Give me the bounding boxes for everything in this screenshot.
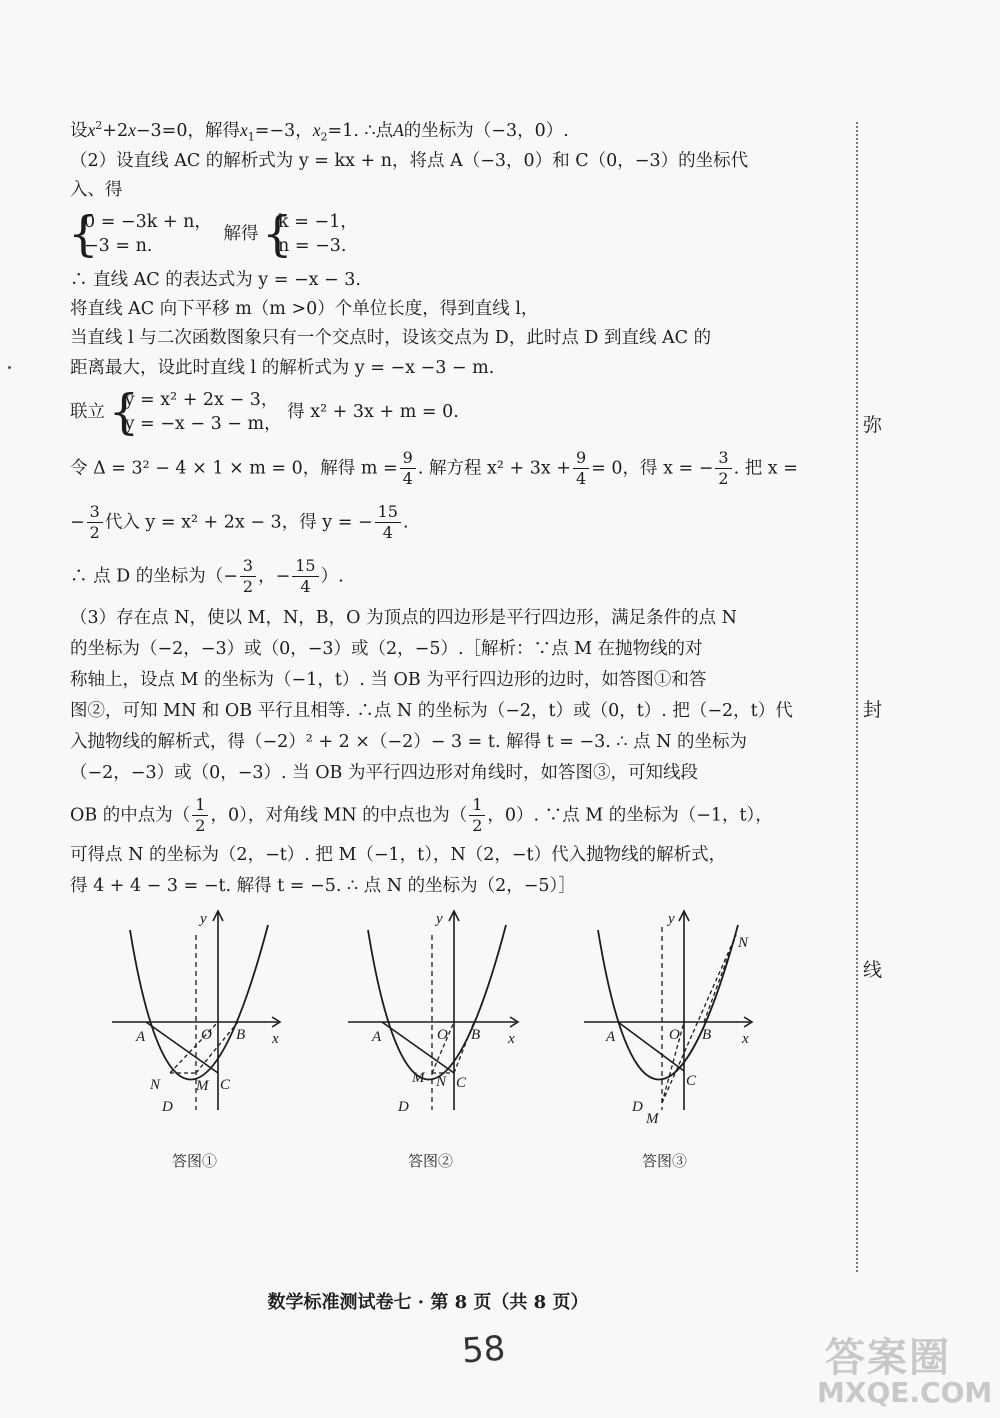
label-b: B	[471, 1027, 481, 1043]
watermark-brand: 答案圈	[825, 1335, 951, 1381]
label-a: A	[372, 1029, 382, 1045]
label-d: D	[162, 1099, 173, 1115]
text-line-18: （−2，−3）或（0，−3）. 当 OB 为平行四边形对角线时，如答图③，可知线段	[70, 763, 698, 783]
label-x: x	[742, 1031, 749, 1047]
label-a: A	[136, 1029, 146, 1045]
label-o: O	[669, 1027, 680, 1043]
handwritten-page-number: 58	[460, 1328, 507, 1372]
equation-system-2: 联立 { y = x² + 2x − 3， y = −x − 3 − m， 得 x² + 3x + m = 0.	[70, 388, 459, 436]
label-o: O	[201, 1027, 212, 1043]
text-line-13: （3）存在点 N，使以 M，N，B，O 为顶点的四边形是平行四边形，满足条件的点 N	[70, 608, 737, 628]
parabola	[598, 925, 738, 1080]
binding-label-xian: 线	[863, 959, 883, 981]
caption-figure-1: 答图①	[172, 1152, 218, 1170]
text-line-20: 可得点 N 的坐标为（2，−t）. 把 M（−1，t），N（2，−t）代入抛物线的解析式，	[70, 845, 727, 865]
answer-figure-3	[578, 905, 778, 1130]
answer-figure-1	[100, 905, 300, 1130]
text-line-5: ∴ 直线 AC 的表达式为 y = −x − 3.	[70, 270, 361, 290]
text-line-6: 将直线 AC 向下平移 m（m >0）个单位长度，得到直线 l，	[70, 299, 539, 319]
label-m: M	[196, 1078, 209, 1094]
binding-label-feng: 封	[863, 699, 883, 721]
caption-figure-3: 答图③	[642, 1152, 688, 1170]
text-line-1: 设$x^2+2x-3=0$，解得$x_1=-3$，$x_2=1$. ∴点A的坐标为（−3，0）.	[70, 119, 569, 144]
parabola	[368, 925, 506, 1080]
text-line-7: 当直线 l 与二次函数图象只有一个交点时，设该交点为 D，此时点 D 到直线 AC 的	[70, 328, 712, 348]
label-y: y	[436, 911, 443, 927]
text-line-15: 称轴上，设点 M 的坐标为（−1，t）. 当 OB 为平行四边形的边时，如答图①和答	[70, 670, 707, 690]
label-o: O	[437, 1027, 448, 1043]
label-n: N	[150, 1077, 161, 1093]
segment-bn	[704, 935, 736, 1022]
text-line-2: （2）设直线 AC 的解析式为 y = kx + n，将点 A（−3，0）和 C（0，−3）的坐标代	[70, 151, 749, 171]
equation-system-1: { 0 = −3k + n， −3 = n. 解得 { k = −1， n = −3.	[70, 210, 358, 258]
label-m: M	[412, 1070, 425, 1086]
label-d: D	[632, 1099, 643, 1115]
label-c: C	[220, 1077, 231, 1093]
label-y: y	[200, 911, 207, 927]
text-line-8: 距离最大，设此时直线 l 的解析式为 y = −x −3 − m.	[70, 358, 495, 378]
label-c: C	[456, 1075, 467, 1091]
text-line-10: 令 Δ = 3² − 4 × 1 × m = 0，解得 m = $\frac{9}{4}$ . 解方程 x² + 3x + $\frac{9}{4}$ = 0，得 x = − $\frac{3}{2}$ . 把 x =	[70, 448, 798, 488]
text-line-19: OB 的中点为（ $\frac{1}{2}$ ，0），对角线 MN 的中点也为（ $\frac{1}{2}$ ，0）. ∵点 M 的坐标为（−1，t），	[70, 795, 773, 835]
watermark-logo	[795, 1326, 993, 1414]
parabola	[130, 925, 268, 1080]
text-line-12: ∴ 点 D 的坐标为（− $\frac{3}{2}$ ，− $\frac{15}{4}$ ）.	[70, 556, 344, 596]
segment-mn	[662, 935, 736, 1103]
label-a: A	[606, 1029, 616, 1045]
text-line-17: 入抛物线的解析式，得（−2）² + 2 ×（−2）− 3 = t. 解得 t = −3. ∴ 点 N 的坐标为	[70, 732, 748, 752]
text-line-21: 得 4 + 4 − 3 = −t. 解得 t = −5. ∴ 点 N 的坐标为（2，−5）］	[70, 876, 576, 896]
watermark-url: MXQE.COM	[817, 1376, 993, 1409]
caption-figure-2: 答图②	[408, 1152, 454, 1170]
text-line-16: 图②，可知 MN 和 OB 平行且相等. ∴点 N 的坐标为（−2，t）或（0，t）. 把（−2，t）代	[70, 701, 793, 721]
binding-dotted-line	[856, 122, 858, 1272]
label-x: x	[508, 1031, 515, 1047]
label-b: B	[702, 1027, 712, 1043]
label-y: y	[668, 911, 675, 927]
label-m: M	[646, 1111, 659, 1127]
label-c: C	[686, 1073, 697, 1089]
binding-label-mi: 弥	[863, 414, 883, 436]
answer-figure-2	[340, 905, 540, 1130]
text-line-3: 入、得	[70, 180, 123, 200]
scan-speck	[8, 366, 11, 369]
page-footer: 数学标准测试卷七 · 第 8 页（共 8 页）	[267, 1292, 589, 1313]
label-b: B	[236, 1027, 246, 1043]
label-n: N	[436, 1074, 447, 1090]
label-n: N	[738, 935, 749, 951]
text-line-11: − $\frac{3}{2}$ 代入 y = x² + 2x − 3，得 y = − $\frac{15}{4}$ .	[70, 502, 409, 542]
label-d: D	[398, 1099, 409, 1115]
label-x: x	[272, 1031, 279, 1047]
text-line-14: 的坐标为（−2，−3）或（0，−3）或（2，−5）.［解析：∵点 M 在抛物线的对	[70, 639, 703, 659]
